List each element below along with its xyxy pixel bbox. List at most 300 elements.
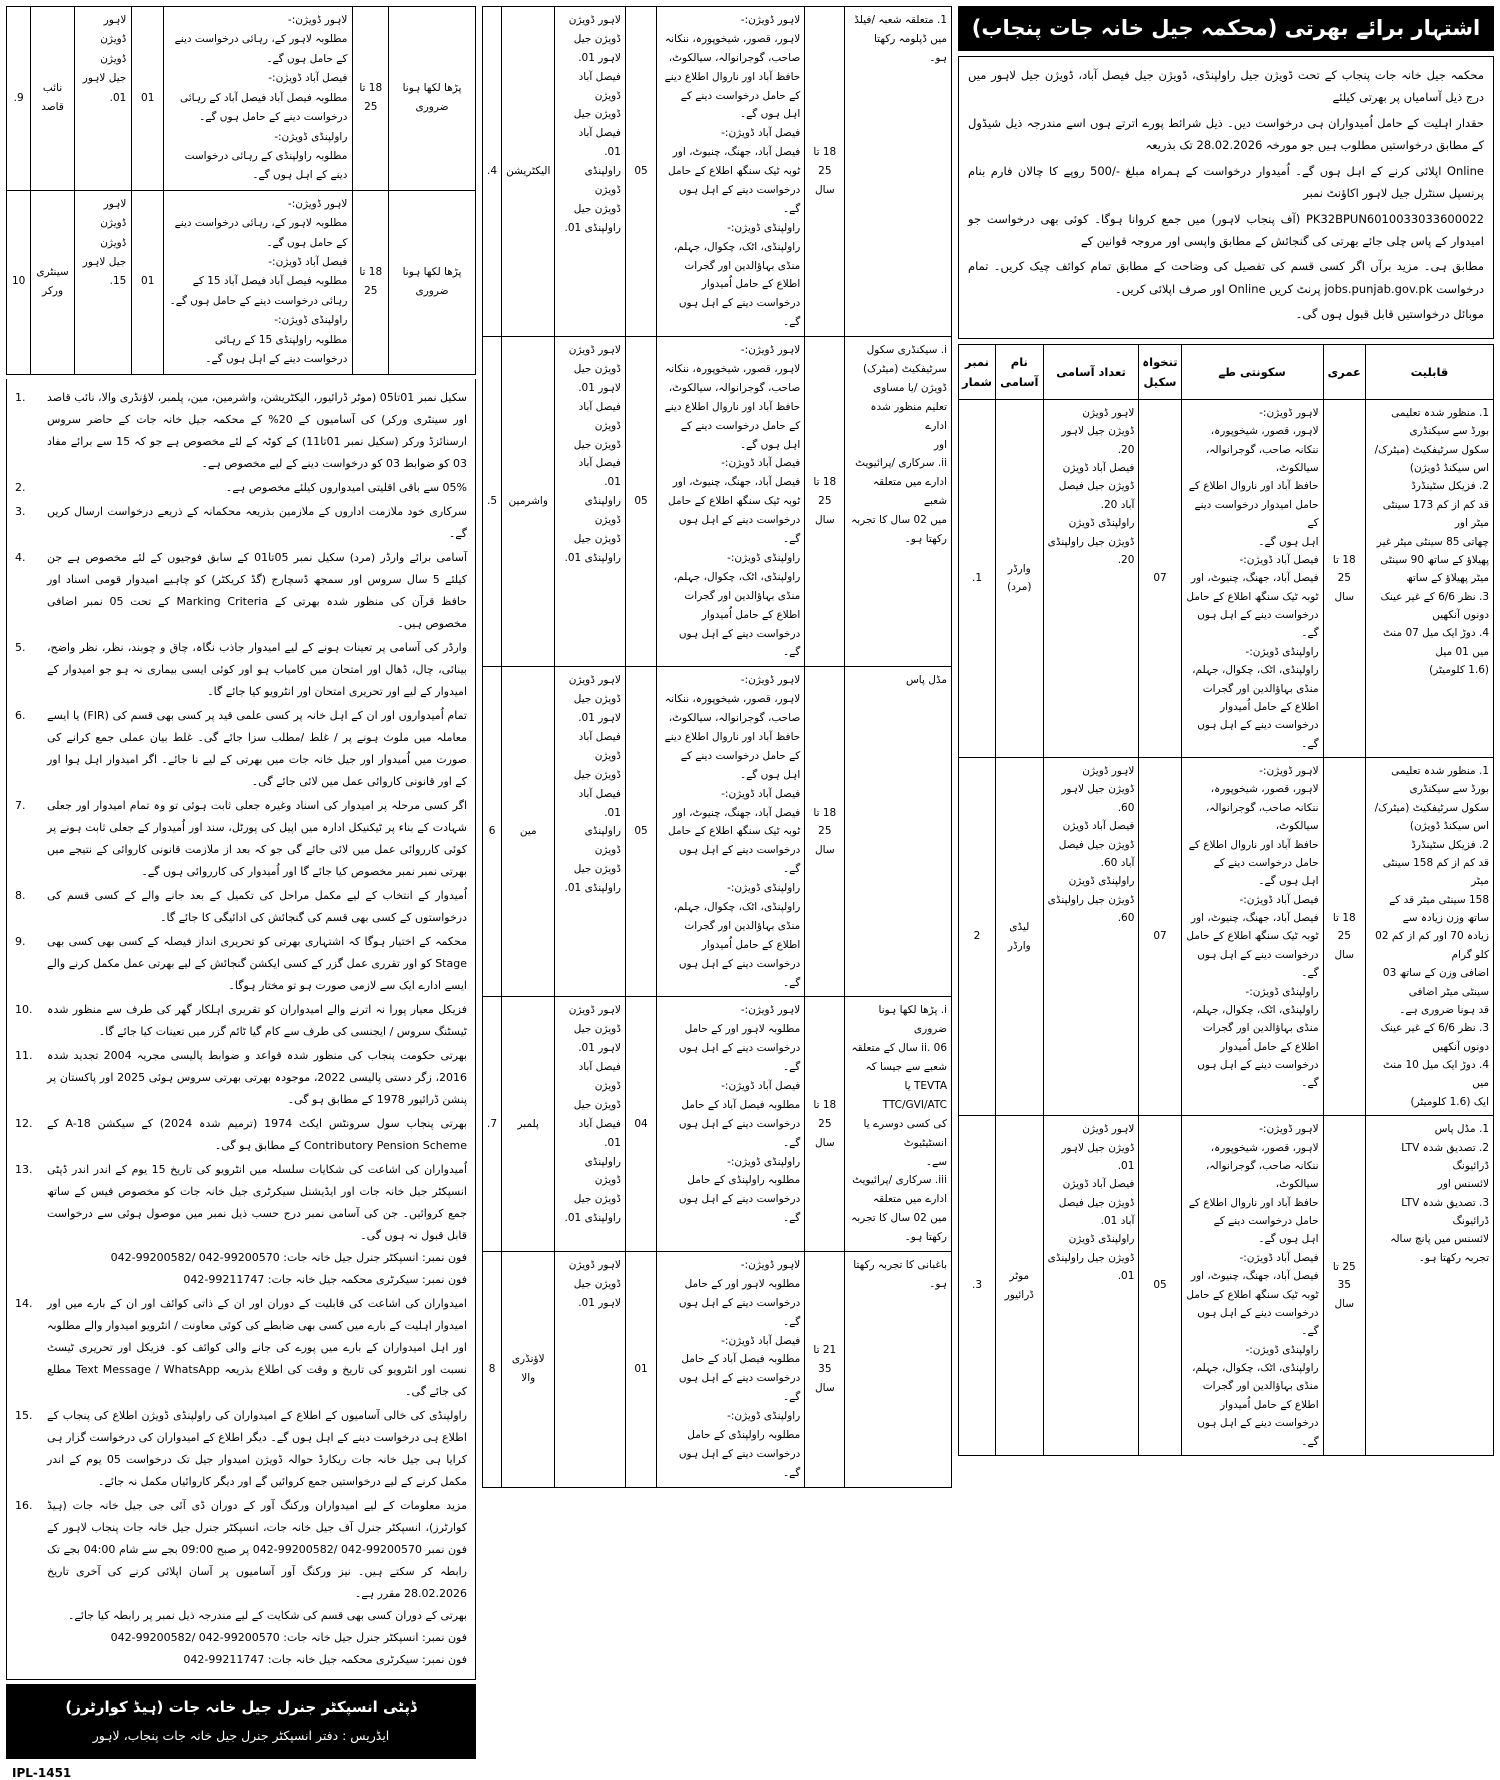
intro-line-2: حقدار اہلیت کے حامل اُمیدواران ہی درخواست دیں۔ ذیل شرائط پورے اترتے ہوں اسے مندرجہ ذیل شیڈول کے مطابق درخواستیں مطلوب ہیں جو مورخہ 28.02.2026 تک بذریعہ bbox=[968, 115, 1484, 153]
text-line: اہل ہوں گے۔ bbox=[739, 438, 801, 451]
cell-posts-detail bbox=[1043, 1116, 1139, 1456]
table-row bbox=[7, 190, 476, 374]
condition-number: .7 bbox=[15, 798, 26, 812]
text-line: درخواست دینے کے اہل ہوں گے۔ bbox=[678, 844, 801, 876]
main-table-body bbox=[959, 399, 1494, 1455]
header-qualification: قابلیت bbox=[1365, 344, 1493, 399]
header-domicile: سکونتی طے bbox=[1181, 344, 1323, 399]
text-line: ڈویژن جیل لاہور 20. bbox=[1061, 425, 1135, 456]
table-row bbox=[483, 337, 952, 667]
text-line: لاہور ڈویژن bbox=[568, 1004, 621, 1017]
cell-serial: 4. bbox=[483, 7, 502, 337]
text-line: حافظ آباد اور ناروال اطلاع دینے کے حامل درخواست دینے کے bbox=[664, 400, 801, 432]
cell-posts-count: 04 bbox=[625, 997, 656, 1252]
condition-item bbox=[15, 999, 467, 1043]
cell-posts-detail bbox=[555, 7, 626, 337]
reference-number: IPL-1451 bbox=[12, 1766, 72, 1780]
text-line: 2. فزیکل سٹینڈرڈ bbox=[1411, 838, 1489, 851]
condition-item bbox=[15, 1113, 467, 1157]
text-line: حافظ آباد اور ناروال اطلاع کے حامل امیدوار درخواست دینے کے bbox=[1188, 480, 1319, 530]
condition-item bbox=[15, 1293, 467, 1403]
cell-post-name: موٹر ڈرائیور bbox=[996, 1116, 1044, 1456]
text-line: راولپنڈی ڈویژن:- bbox=[274, 130, 348, 143]
text-line: ڈویژن /یا مساوی تعلیم منظور شدہ ادارے bbox=[870, 381, 947, 432]
condition-number: .14 bbox=[15, 1296, 33, 1310]
header-age: عمری bbox=[1323, 344, 1365, 399]
text-line: اور bbox=[933, 438, 947, 451]
mid-table-body bbox=[483, 7, 952, 1488]
text-line: راولپنڈی ڈویژن:- bbox=[1245, 645, 1319, 658]
text-line: راولپنڈی ڈویژن bbox=[584, 825, 621, 857]
condition-item bbox=[15, 1495, 467, 1671]
text-line: لاہور ڈویژن:- bbox=[740, 674, 801, 687]
header-post-name: نام آسامی bbox=[996, 344, 1044, 399]
text-line: درخواست دینے کے اہل ہوں گے۔ bbox=[1197, 609, 1319, 640]
cell-posts-count: 01 bbox=[132, 190, 164, 374]
text-line: 4. دوڑ ایک میل 07 منٹ میں 01 میل bbox=[1382, 627, 1489, 658]
condition-number: .1 bbox=[15, 390, 26, 404]
text-line: فیصل آباد ڈویژن:- bbox=[721, 1079, 801, 1092]
table-row bbox=[483, 997, 952, 1252]
cell-qualification bbox=[1365, 1116, 1493, 1456]
text-line: لاہور ڈویژن bbox=[568, 1259, 621, 1271]
text-line: فیصل آباد ڈویژن bbox=[578, 400, 621, 432]
intro-line-1: محکمہ جیل خانہ جات پنجاب کے تحت ڈویژن جیل راولپنڈی، ڈویژن جیل فیصل آباد، ڈویژن جیل لاہور میں درج ذیل آسامیاں پر بھرتی کیلئے bbox=[968, 68, 1484, 105]
condition-text: امیدواران کی اشاعت کی قابلیت کے دوران اور ان کے ذاتی کوائف اور ان کے بارے میں اور امیدوار اہلیت کے بارے میں کسی بھی ضابطے کی کوئی معاونت / انٹرویو امیدوار والے مطلوبہ اور اہل امیدواران کے بارے میں پورے کی جانے والی کوائف کو۔ فزیکل اور تحریری ٹیسٹ نسبت اور انٹرویو کی تاریخ و وقت کی اطلاع بذریعہ Text Message / WhatsApp مطلع کی جائے گی۔ bbox=[47, 1296, 467, 1398]
footer-address: ایڈریس : دفتر انسپکٹر جنرل جیل خانہ جات پنجاب، لاہور bbox=[92, 1727, 390, 1743]
text-line: ڈویژن جیل لاہور 01. bbox=[573, 32, 621, 64]
text-line: میں 02 سال کا تجربہ رکھتا ہو۔ bbox=[851, 1212, 947, 1244]
cell-age: 18 تا 25 سال bbox=[805, 997, 845, 1252]
text-line: راولپنڈی ڈویژن:- bbox=[727, 551, 801, 564]
text-line: اہل ہوں گے۔ bbox=[1258, 1233, 1319, 1246]
text-line: پڑھا لکھا ہونا ضروری bbox=[402, 265, 462, 298]
text-line: ڈویژن جیل راولپنڈی 01. bbox=[564, 533, 621, 564]
condition-text: آسامی برائے وارڈر (مرد) سکیل نمبر 05تا01 کے سابق فوجیوں کے لئے مخصوص ہے جن کیلئے 5 سال سروس اور سمجھ ڈسچارج (گڈ کریکٹر) کو چاہیے امیدوار قومی اسناد اور حافظ قرآن کی منظور شدہ بھرتی کے Marking Criteria کے تحت 05 نمبر اضافی مخصوص ہیں۔ bbox=[47, 550, 468, 630]
text-line: ii. سرکاری /پرائیویٹ ادارے میں متعلقہ شعبے bbox=[855, 457, 947, 508]
text-line: مطلوبہ فیصل آباد کے حامل درخواست دینے کے اہل ہوں گے۔ bbox=[678, 1098, 801, 1149]
cell-pay-scale: 07 bbox=[1139, 758, 1181, 1116]
condition-text: سرکاری خود ملازمت اداروں کے ملازمین بذریعہ محکمانہ کے ذریعے درخواست ارسال کریں گے۔ bbox=[47, 504, 467, 540]
cell-qualification bbox=[845, 997, 952, 1252]
text-line: فیصل آباد ڈویژن bbox=[578, 1061, 621, 1092]
text-line: ڈویژن جیل راولپنڈی 01. bbox=[564, 863, 621, 895]
cell-serial: 2 bbox=[959, 758, 996, 1116]
table-row bbox=[483, 667, 952, 997]
footer-block bbox=[6, 1684, 476, 1760]
cell-post-name: الیکٹریشن bbox=[502, 7, 555, 337]
text-line: لاہور ڈویژن:- bbox=[287, 197, 348, 210]
text-line: ڈویژن جیل فیصل آباد 60. bbox=[1058, 838, 1135, 869]
text-line: سے۔ bbox=[925, 1155, 947, 1168]
text-line: لاہور، قصور، شیخوپورہ، ننکانہ صاحب، گوجرانوالہ، سیالکوٹ، bbox=[1205, 1141, 1319, 1191]
text-line: فیصل آباد ڈویژن:- bbox=[721, 787, 801, 800]
text-line: اطلاع کے حامل اُمیدوار درخواست دینے کے اہل ہوں گے۔ bbox=[678, 608, 801, 659]
condition-text: راولپنڈی کی خالی آسامیوں کے اطلاع کے امیدواران کی راولپنڈی ڈویژن اطلاع کی پنجاب کے اطلاع ہی درخواست دینے کے اہل ہوں گے۔ دیگر اطلاع کے امیدواران کی درخواست گزار ہی کرایا ہی جیل خانہ جات ریکارڈ حوالہ ڈویژن امیدوار جیل تک درخواست 05 یوم کے اندر مکمل کرنے کے لیے درخواستیں جمع کروائیں گے اور دیگر کاروائیاں مکمل نہ جائے۔ bbox=[47, 1408, 467, 1488]
text-line: قد کم از کم 173 سینٹی میٹر اور bbox=[1382, 498, 1489, 530]
condition-text: تمام اُمیدواروں اور ان کے اہل خانہ پر کسی علمی قید پر کسی بھی قسم کی (FIR) یا ایسے معاملہ میں ملوث ہونے پر / غلط /مطلب سزا جائے گی۔ غلط بیان عملی جمع کرانے کی صورت میں اُمیدوار اور جیل خانہ جات میں بھرتی کے لیے نا جائے۔ اگر امیدوار اہل ہوا اور کے اور قانونی کاروائی عمل میں لائی جائے گی۔ bbox=[47, 708, 467, 788]
cell-pay-scale: 07 bbox=[1139, 399, 1181, 757]
text-line: 1. منظور شدہ تعلیمی بورڈ سے سیکنڈری bbox=[1391, 765, 1489, 796]
text-line: لاہور ڈویژن bbox=[1082, 765, 1135, 778]
cell-serial: 9. bbox=[7, 7, 31, 191]
intro-line-5: مطابق ہی۔ مزید برآں اگر کسی قسم کی تفصیل کی وضاحت کے مطابق تمام کوائف چیک کریں۔ تمام درخواست jobs.punjab.gov.pk پرنٹ کریں Online اور صرف اپلائی کریں۔ bbox=[968, 259, 1484, 296]
text-line: مطلوبہ راولپنڈی کے رہائی درخواست دینے کے اہل ہوں گے۔ bbox=[184, 149, 348, 182]
text-line: ڈویژن جیل راولپنڈی 60. bbox=[1047, 893, 1135, 925]
condition-number: .12 bbox=[15, 1116, 33, 1130]
cell-posts-count: 05 bbox=[625, 337, 656, 667]
cell-domicile bbox=[657, 337, 805, 667]
text-line: فیصل آباد ڈویژن:- bbox=[1239, 893, 1319, 906]
cell-domicile bbox=[657, 667, 805, 997]
text-line: لاہور ڈویژن:- bbox=[740, 344, 801, 357]
conditions-list bbox=[6, 379, 476, 1680]
text-line: قد کم از کم 158 سینٹی میٹر bbox=[1382, 856, 1489, 888]
condition-text: اگر کسی مرحلہ پر امیدوار کی اسناد وغیرہ جعلی ثابت ہوئی تو وہ تمام امیدوار اور جعلی شہادت کے بناء پر ٹیکنیکل ادارہ میں اپیل کی پورٹل، سند اور اُمیدوار کے جعلی ثابت ہونے پر کوئی کارروائی عمل میں لائی جائے گی جو کہ بعد از ملازمت قانونی کاروائی کے نتیجے میں بھرتی نمبر نمبر مخصوص کیا جائے گا اور اُمیدوار کی کارروائی ہوں گے۔ bbox=[47, 798, 467, 878]
cell-posts-count: 05 bbox=[625, 7, 656, 337]
cell-domicile bbox=[657, 7, 805, 337]
text-line: فیصل آباد، جھنگ، چنیوٹ، اور ٹوبہ ٹیک سنگھ اطلاع کے حامل bbox=[1186, 1270, 1319, 1301]
text-line: فیصل آباد، جھنگ، چنیوٹ، اور ٹوبہ ٹیک سنگھ اطلاع کے حامل bbox=[1186, 912, 1319, 943]
footer-title: ڈپٹی انسپکٹر جنرل جیل خانہ جات (ہیڈ کوارٹرز) bbox=[65, 1697, 417, 1716]
cell-age: 18 تا 25 bbox=[353, 7, 389, 191]
page-columns bbox=[6, 6, 1494, 1780]
text-line: اطلاع کے حامل اُمیدوار درخواست دینے کے اہل ہوں گے۔ bbox=[678, 278, 801, 329]
condition-text: فزیکل معیار پورا نہ اترنے والے امیدواران کو تقریری اہلکار گھر کی طرف سے منظور شدہ ٹیسٹنگ سروس / ایجنسی کی طرف سے کام گیا ٹائم گزر میں تعینات کیا جائے گا۔ bbox=[47, 1002, 467, 1038]
text-line: 3. نظر 6/6 کے غیر عینک دونوں آنکھیں bbox=[1380, 1022, 1489, 1053]
text-line: راولپنڈی ڈویژن:- bbox=[1245, 1343, 1319, 1356]
table-row bbox=[959, 758, 1494, 1116]
condition-number: .8 bbox=[15, 888, 26, 902]
text-line: سکول سرٹیفکیٹ (میٹرک/اس سیکنڈ ڈویژن) bbox=[1374, 443, 1489, 475]
cell-domicile bbox=[164, 7, 353, 191]
text-line: ڈویژن جیل راولپنڈی 01. bbox=[1047, 1251, 1135, 1283]
text-line: ڈویژن جیل فیصل آباد 01. bbox=[1058, 1196, 1135, 1228]
text-line: لاہور، قصور، شیخوپورہ، ننکانہ صاحب، گوجرانوالہ، سیالکوٹ، bbox=[664, 693, 801, 725]
text-line: ڈویژن جیل لاہور 01. bbox=[573, 1277, 621, 1309]
text-line: راولپنڈی ڈویژن bbox=[584, 1155, 621, 1187]
text-line: راولپنڈی، اٹک، چکوال، جہلم، منڈی بہاؤالدین اور گجرات bbox=[673, 570, 801, 602]
text-line: فیصل آباد ڈویژن:- bbox=[721, 127, 801, 140]
text-line: مطلوبہ لاہور اور کے حامل درخواست دینے کے اہل ہوں گے۔ bbox=[678, 1277, 801, 1328]
text-line: فیصل آباد ڈویژن bbox=[1062, 462, 1135, 475]
cell-post-name: پلمبر bbox=[502, 997, 555, 1252]
text-line: زیادہ 70 اور کم از کم 02 کلو گرام bbox=[1375, 930, 1489, 961]
condition-text: اُمیدوار کے انتخاب کے لیے مکمل مراحل کی تکمیل کے بعد جانے والے کے کسی قسم کی درخواستوں کے کسی بھی قسم کی گنجائش کی ادائیگی کا جائے گا۔ bbox=[47, 888, 467, 924]
condition-number: .15 bbox=[15, 1408, 33, 1422]
text-line: فیصل آباد ڈویژن bbox=[578, 730, 621, 762]
text-line: لاہور ڈویژن:- bbox=[740, 14, 801, 26]
banner-title: اشتہار برائے بھرتی (محکمہ جیل خانہ جات پنجاب) bbox=[971, 16, 1481, 40]
text-line: ڈویژن جیل راولپنڈی 01. bbox=[564, 1193, 621, 1225]
conditions-container bbox=[15, 387, 467, 1671]
text-line: اطلاع کے حامل اُمیدوار درخواست دینے کے اہل ہوں گے۔ bbox=[1197, 1398, 1319, 1448]
cell-age: 18 تا 25 سال bbox=[1323, 758, 1365, 1116]
text-line: لاہور ڈویژن:- bbox=[740, 1004, 801, 1017]
text-line: راولپنڈی ڈویژن:- bbox=[1245, 985, 1319, 998]
cell-serial: 3. bbox=[959, 1116, 996, 1456]
condition-number: .6 bbox=[15, 708, 26, 722]
text-line: اہل ہوں گے۔ bbox=[739, 768, 801, 781]
cell-serial: 10 bbox=[7, 190, 31, 374]
text-line: مطلوبہ فیصل آباد کے حامل درخواست دینے کے اہل ہوں گے۔ bbox=[678, 1353, 801, 1404]
condition-text: محکمہ کے اختیار ہوگا کہ اشتہاری بھرتی کو تحریری انداز فیصلہ کے کسی بھی کسی بھی Stage کو اور تقرری عمل گزر کے کسی ایکشن گنجائش کے لیے بھرتی عمل مکمل کرنے والے ایسے ادارے ایک سے لازمی صورت ہو تو مختار ہوگا۔ bbox=[47, 934, 467, 992]
text-line: کی کسی دوسرے یا انسٹیٹیوٹ bbox=[863, 1117, 947, 1149]
cell-qualification bbox=[389, 7, 476, 191]
text-line: حافظ آباد اور ناروال اطلاع کے حامل درخواست دینے کے bbox=[1188, 1196, 1319, 1228]
text-line: سکول سرٹیفکیٹ (میٹرک/اس سیکنڈ ڈویژن) bbox=[1374, 801, 1489, 833]
cell-posts-detail bbox=[74, 190, 132, 374]
text-line: راولپنڈی ڈویژن:- bbox=[727, 882, 801, 895]
intro-line-4: PK32BPUN6010033033600022 (آف پنجاب لاہور) میں جمع کروانا ہوگا۔ کوئی بھی درخواست جو امیدوار کے پاس چلی جائے بھرتی کی گنجائش کے مطابق واپسی اور مروجہ قوانین کے bbox=[968, 211, 1484, 248]
text-line: اطلاع کے حامل اُمیدوار درخواست دینے کے اہل ہوں گے۔ bbox=[1197, 1040, 1319, 1090]
text-line: 1. منظور شدہ تعلیمی بورڈ سے سیکنڈری bbox=[1391, 406, 1489, 438]
cell-domicile bbox=[1181, 399, 1323, 757]
right-column bbox=[958, 6, 1494, 1448]
text-line: فیصل آباد ڈویژن:- bbox=[1239, 553, 1319, 566]
cell-serial: 7. bbox=[483, 997, 502, 1252]
text-line: 1. مڈل پاس bbox=[1434, 1123, 1489, 1136]
text-line: لاہور، قصور، شیخوپورہ، ننکانہ صاحب، گوجرانوالہ، سیالکوٹ، bbox=[1205, 783, 1319, 833]
cell-domicile bbox=[164, 190, 353, 374]
cell-serial: 8 bbox=[483, 1252, 502, 1488]
text-line: حافظ آباد اور ناروال اطلاع دینے کے حامل درخواست دینے کے bbox=[664, 730, 801, 762]
condition-item bbox=[15, 1405, 467, 1493]
text-line: ڈویژن جیل فیصل آباد 01. bbox=[573, 1098, 621, 1149]
cell-post-name: واشرمین bbox=[502, 337, 555, 667]
cell-domicile bbox=[657, 1252, 805, 1488]
cell-age: 18 تا 25 bbox=[353, 190, 389, 374]
intro-line-3: Online اپلائی کرنے کے اہل ہوں گے۔ اُمیدوار درخواست کے ہمراہ مبلغ -/500 روپے کا چالان فارم بنام پرنسپل سنٹرل جیل لاہور اکاؤنٹ نمبر bbox=[968, 163, 1484, 201]
text-line: راولپنڈی، اٹک، چکوال، جہلم، منڈی بہاؤالدین اور گجرات bbox=[1192, 1362, 1319, 1393]
text-line: i. پڑھا لکھا ہونا ضروری bbox=[878, 1004, 947, 1036]
text-line: فیصل آباد، جھنگ، چنیوٹ، اور ٹوبہ ٹیک سنگھ اطلاع کے حامل bbox=[668, 476, 801, 508]
condition-item bbox=[15, 547, 467, 635]
text-line: ڈویژن جیل راولپنڈی 20. bbox=[1047, 535, 1135, 566]
text-line: چھاتی 85 سینٹی میٹر غیر پھیلاؤ کے ساتھ 90 سینٹی bbox=[1376, 535, 1489, 566]
text-line: درخواست دینے کے اہل ہوں گے۔ bbox=[1197, 1306, 1319, 1338]
text-line: فیصل آباد ڈویژن:- bbox=[721, 1334, 801, 1347]
condition-text: 05% سے باقی اقلیتی امیدواروں کیلئے مخصوص ہے۔ bbox=[225, 480, 467, 494]
text-line: iii. سرکاری /پرائیویٹ ادارے میں متعلقہ bbox=[852, 1174, 947, 1206]
text-line: درخواست دینے کے اہل ہوں گے۔ bbox=[1197, 948, 1319, 980]
text-line: مطلوبہ راولپنڈی کے حامل درخواست دینے کے اہل ہوں گے۔ bbox=[678, 1429, 801, 1479]
text-line: لاہور ڈویژن:- bbox=[1259, 1123, 1319, 1136]
header-serial: نمبر شمار bbox=[959, 344, 996, 399]
text-line: 2. فزیکل سٹینڈرڈ bbox=[1411, 480, 1489, 493]
cell-domicile bbox=[657, 997, 805, 1252]
text-line: ڈویژن جیل راولپنڈی 01. bbox=[564, 202, 621, 234]
text-line: راولپنڈی ڈویژن bbox=[1068, 875, 1135, 888]
condition-text: اُمیدواران کی اشاعت کی شکایات سلسلہ میں انٹرویو کی تاریخ 15 یوم کے اندر اندر ڈپٹی انسپکٹر جیل خانہ جات اور ایڈیشنل سیکرٹری جیل خانہ جات کو مخصوص فیس کے ساتھ جمع کروائیں۔ جن کی آسامی نمبر درج حسب ذیل نمبر میں موصول ہوئی سے درخواست قابل قبول نہ ہوں گی۔ فون نمبر: انسپکٹر جنرل جیل خانہ جات: 99200570-042 /99200582-042 فون نمبر: سیکرٹری محکمہ جیل خانہ جات: 99211747-042 bbox=[47, 1162, 467, 1286]
text-line: فیصل آباد، جھنگ، چنیوٹ، اور ٹوبہ ٹیک سنگھ اطلاع کے حامل bbox=[1186, 572, 1319, 603]
text-line: فیصل آباد، جھنگ، چنیوٹ، اور ٹوبہ ٹیک سنگھ اطلاع کے حامل bbox=[668, 806, 801, 838]
text-line: فیصل آباد، جھنگ، چنیوٹ، اور ٹوبہ ٹیک سنگھ اطلاع کے حامل bbox=[668, 146, 801, 178]
condition-number: .10 bbox=[15, 1002, 33, 1016]
text-line: اطلاع کے حامل اُمیدوار درخواست دینے کے اہل ہوں گے۔ bbox=[1197, 700, 1319, 750]
text-line: ڈویژن جیل لاہور 01. bbox=[573, 1023, 621, 1055]
text-line: لاہور، قصور، شیخوپورہ، ننکانہ صاحب، گوجرانوالہ، سیالکوٹ، bbox=[664, 363, 801, 394]
cell-posts-count: 01 bbox=[625, 1252, 656, 1488]
text-line: اہل ہوں گے۔ bbox=[1258, 875, 1319, 888]
text-line: i. سیکنڈری سکول سرٹیفکیٹ (میٹرک) bbox=[863, 344, 947, 376]
cell-age: 25 تا 35 سال bbox=[1323, 1116, 1365, 1456]
cell-posts-detail bbox=[555, 997, 626, 1252]
text-line: راولپنڈی ڈویژن:- bbox=[727, 1410, 801, 1423]
text-line: ڈویژن جیل فیصل آباد 20. bbox=[1058, 480, 1135, 511]
text-line: 3. تصدیق شدہ LTV ڈرائیونگ bbox=[1401, 1196, 1489, 1228]
text-line: فیصل آباد ڈویژن bbox=[1062, 1178, 1135, 1191]
text-line: لاہور ڈویژن:- bbox=[1259, 765, 1319, 778]
text-line: مطلوبہ فیصل آباد فیصل آباد کے رہائی درخواست دینے کے حامل ہوں گے۔ bbox=[180, 91, 348, 124]
condition-item bbox=[15, 1159, 467, 1291]
text-line: حافظ آباد اور ناروال اطلاع کے حامل درخواست دینے کے bbox=[1188, 838, 1319, 869]
text-line: راولپنڈی، اٹک، چکوال، جہلم، منڈی بہاؤالدین اور گجرات bbox=[1192, 1003, 1319, 1035]
text-line: فیصل آباد ڈویژن:- bbox=[268, 72, 348, 85]
text-line: اضافی وزن کے ساتھ 03 سینٹی میٹر اضافی bbox=[1382, 967, 1489, 998]
cell-post-name: مین bbox=[502, 667, 555, 997]
text-line: راولپنڈی ڈویژن:- bbox=[274, 314, 348, 327]
text-line: فیصل آباد ڈویژن bbox=[578, 70, 621, 102]
text-line: راولپنڈی ڈویژن bbox=[584, 165, 621, 197]
text-line: راولپنڈی، اٹک، چکوال، جہلم، منڈی بہاؤالدین اور گجرات bbox=[673, 900, 801, 932]
table-row bbox=[483, 7, 952, 337]
cell-serial: 5. bbox=[483, 337, 502, 667]
text-line: لاہور ڈویژن bbox=[100, 197, 127, 230]
text-line: اطلاع کے حامل اُمیدوار درخواست دینے کے اہل ہوں گے۔ bbox=[678, 938, 801, 989]
text-line: راولپنڈی ڈویژن:- bbox=[727, 221, 801, 234]
text-line: راولپنڈی ڈویژن:- bbox=[727, 1155, 801, 1168]
table-row bbox=[7, 7, 476, 191]
text-line: پڑھا لکھا ہونا ضروری bbox=[402, 81, 462, 114]
cell-age: 18 تا 25 سال bbox=[805, 7, 845, 337]
header-banner bbox=[958, 6, 1494, 51]
cell-posts-detail bbox=[555, 337, 626, 667]
main-vacancy-table bbox=[958, 344, 1494, 1456]
condition-item bbox=[15, 705, 467, 793]
cell-posts-detail bbox=[74, 7, 132, 191]
condition-item bbox=[15, 387, 467, 475]
text-line: لاہور ڈویژن bbox=[568, 14, 621, 26]
text-line: مطلوبہ راولپنڈی کے حامل درخواست دینے کے اہل ہوں گے۔ bbox=[678, 1174, 801, 1225]
text-line: ڈویژن جیل لاہور 01. bbox=[82, 52, 127, 104]
condition-text: سکیل نمبر 01تا05 (موٹر ڈرائیور، الیکٹریشن، واشرمین، مین، پلمبر، لاؤنڈری والا، نائب قاصد اور سینٹری ورکر) کی آسامیوں کے 20% کے محکمہ جیل خانہ جات کے حاضر سروس ارسنائزڈ ورکر (سکیل نمبر 01تا11) کے کوٹہ کے لئے مخصوص ہے جو کہ 15 سے برائے مفاد 03 کو ضوابط 03 کو درخواست دینے کے لیے مخصوص ہے۔ bbox=[47, 390, 467, 470]
text-line: مطلوبہ فیصل آباد فیصل آباد 15 کے رہائی درخواست دینے کے حامل ہوں گے۔ bbox=[169, 275, 348, 307]
text-line: لاہور ڈویژن bbox=[1082, 1123, 1135, 1136]
cell-posts-count: 05 bbox=[625, 667, 656, 997]
text-line: 1. متعلقہ شعبہ /فیلڈ میں ڈپلومہ رکھتا bbox=[854, 14, 947, 45]
text-line: مطلوبہ لاہور اور کے حامل درخواست دینے کے اہل ہوں گے۔ bbox=[678, 1023, 801, 1074]
text-line: لاہور ڈویژن:- bbox=[1259, 406, 1319, 419]
text-line: لاہور، قصور، شیخوپورہ، ننکانہ صاحب، گوجرانوالہ، سیالکوٹ، bbox=[1205, 425, 1319, 475]
text-line: باغبانی کا تجربہ رکھتا ہو۔ bbox=[853, 1259, 947, 1290]
cell-age: 18 تا 25 سال bbox=[805, 337, 845, 667]
cell-posts-detail bbox=[1043, 399, 1139, 757]
text-line: ڈویژن جیل لاہور 15. bbox=[82, 236, 127, 288]
text-line: لائسنس میں پانچ سالہ تجربہ رکھتا ہو۔ bbox=[1390, 1233, 1489, 1264]
text-line: اہل ہوں گے۔ bbox=[1258, 535, 1319, 548]
condition-text: مزید معلومات کے لیے امیدواران ورکنگ آور کے دوران ڈی آئی جی جیل خانہ جات (ہیڈ کوارٹرز)، انسپکٹر جنرل آف جیل خانہ جات، انسپکٹر جنرل جیل خانہ جات پنجاب لاہور کے فون نمبر 99200570-042 /99200582-042 پر صبح 09:00 بجے سے شام 04:00 بجے تک رابطہ کر سکتے ہیں۔ نیز ورکنگ آور آسامیوں پر آسان اپلائی کرنے کی آخری تاریخ 28.02.2026 مقرر ہے۔ بھرتی کے دوران کسی بھی قسم کی شکایت کے لیے مندرجہ ذیل نمبر پر رابطہ کیا جائے۔ فون نمبر: انسپکٹر جنرل جیل خانہ جات: 99200570-042 /99200582-042 فون نمبر: سیکرٹری محکمہ جیل خانہ جات: 99211747-042 bbox=[47, 1498, 467, 1666]
cell-qualification bbox=[1365, 399, 1493, 757]
condition-number: .11 bbox=[15, 1048, 33, 1062]
text-line: 3. نظر 6/6 کے غیر عینک دونوں آنکھیں bbox=[1380, 590, 1489, 622]
header-pay-scale: تنخواہ سکیل bbox=[1139, 344, 1181, 399]
middle-column bbox=[482, 6, 952, 1479]
text-line: لاہور، قصور، شیخوپورہ، ننکانہ صاحب، گوجرانوالہ، سیالکوٹ، bbox=[664, 32, 801, 64]
cell-serial: 6 bbox=[483, 667, 502, 997]
text-line: درخواست دینے کے اہل ہوں گے۔ bbox=[678, 184, 801, 215]
text-line: فیصل آباد ڈویژن:- bbox=[721, 457, 801, 470]
text-line: 158 سینٹی میٹر قد کے ساتھ وزن زیادہ سے bbox=[1389, 893, 1489, 925]
text-line: ہو۔ bbox=[929, 51, 947, 64]
cell-posts-count: 01 bbox=[132, 7, 164, 191]
cell-post-name: لیڈی وارڈر bbox=[996, 758, 1044, 1116]
cell-age: 21 تا 35 سال bbox=[805, 1252, 845, 1488]
condition-item bbox=[15, 1045, 467, 1111]
text-line: لاہور ڈویژن bbox=[1082, 406, 1135, 419]
text-line: مطلوبہ لاہور کے، رہائی درخواست دینے کے حامل ہوں گے۔ bbox=[174, 217, 348, 249]
text-line: حافظ آباد اور ناروال اطلاع دینے کے حامل درخواست دینے کے bbox=[664, 70, 801, 102]
condition-number: .4 bbox=[15, 550, 26, 564]
text-line: راولپنڈی ڈویژن bbox=[1068, 517, 1135, 530]
text-line: ایک (1.6 کلومیٹر) bbox=[1410, 1095, 1489, 1108]
text-line: راولپنڈی ڈویژن bbox=[584, 495, 621, 527]
condition-number: .3 bbox=[15, 504, 26, 518]
cell-qualification bbox=[845, 1252, 952, 1488]
condition-number: .16 bbox=[15, 1498, 33, 1512]
text-line: (1.6 کلومیٹر) bbox=[1429, 664, 1489, 677]
text-line: ڈویژن جیل فیصل آباد 01. bbox=[573, 438, 621, 489]
condition-number: .13 bbox=[15, 1162, 33, 1176]
condition-item bbox=[15, 477, 467, 499]
cell-post-name: نائب قاصد bbox=[31, 7, 74, 191]
text-line: فیصل آباد ڈویژن:- bbox=[1239, 1251, 1319, 1264]
cell-age: 18 تا 25 سال bbox=[1323, 399, 1365, 757]
text-line: ڈویژن جیل لاہور 60. bbox=[1061, 783, 1135, 814]
text-line: مڈل پاس bbox=[905, 674, 947, 687]
text-line: 4. دوڑ ایک میل 10 منٹ میں bbox=[1382, 1059, 1489, 1090]
left-table-body bbox=[7, 7, 476, 375]
cell-qualification bbox=[389, 190, 476, 374]
cell-qualification bbox=[1365, 758, 1493, 1116]
condition-text: بھرتی حکومت پنجاب کی منظور شدہ قواعد و ضوابط پالیسی مجریہ 2004 تجدید شدہ 2016، زگر دستی پالیسی 2022، موجودہ بھرتی بھرتی سروس ہوئی 2025 اور پاکستان پر پنشن ڈرائیور 1978 کے مطابق ہو گی۔ bbox=[47, 1048, 468, 1106]
text-line: ڈویژن جیل فیصل آباد 01. bbox=[573, 108, 621, 159]
text-line: ii. 06 سال کے متعلقہ شعبے سے جیسا کہ bbox=[851, 1042, 947, 1074]
condition-text: وارڈر کی آسامی پر تعینات ہونے کے لیے امیدوار جاذب نگاہ، چاق و چوبند، نظر، نظر واضح، بینائی، چال، ڈھال اور امتحان میں کامیاب ہو اور کوئی ایسی بیماری نہ ہو جو امیدوار کے امیدوار کے لیے اور تحریری امتحان اور انٹرویو کیا جائے گا۔ bbox=[47, 640, 467, 698]
cell-posts-detail bbox=[555, 1252, 626, 1488]
text-line: لاہور ڈویژن:- bbox=[287, 14, 348, 26]
header-posts-count: تعداد آسامی bbox=[1043, 344, 1139, 399]
text-line: راولپنڈی، اٹک، چکوال، جہلم، منڈی بہاؤالدین اور گجرات bbox=[1192, 664, 1319, 695]
text-line: ڈویژن جیل فیصل آباد 01. bbox=[573, 768, 621, 819]
text-line: TEVTA یا TTC/GVI/ATC bbox=[882, 1079, 947, 1111]
text-line: ڈویژن جیل لاہور 01. bbox=[1061, 1141, 1135, 1172]
condition-item bbox=[15, 885, 467, 929]
cell-posts-detail bbox=[1043, 758, 1139, 1116]
cell-post-name: لاؤنڈری والا bbox=[502, 1252, 555, 1488]
cell-serial: 1. bbox=[959, 399, 996, 757]
text-line: راولپنڈی، اٹک، چکوال، جہلم، منڈی بہاؤالدین اور گجرات bbox=[673, 240, 801, 272]
cell-post-name: وارڈر (مرد) bbox=[996, 399, 1044, 757]
condition-text: بھرتی پنجاب سول سرونٹس ایکٹ 1974 (ترمیم شدہ 2024) کے سیکشن A-18 کے Contributory Pension Scheme کے مطابق ہو گی۔ bbox=[47, 1116, 467, 1152]
intro-line-6: موبائل درخواستیں قابل قبول ہوں گی۔ bbox=[1295, 307, 1484, 322]
text-line: ڈویژن جیل لاہور 01. bbox=[573, 693, 621, 725]
text-line: لاہور ڈویژن bbox=[568, 344, 621, 357]
condition-item bbox=[15, 795, 467, 883]
text-line: میٹر پھیلاؤ کے ساتھ bbox=[1406, 572, 1489, 585]
condition-item bbox=[15, 931, 467, 997]
text-line: لاہور ڈویژن:- bbox=[740, 1259, 801, 1271]
